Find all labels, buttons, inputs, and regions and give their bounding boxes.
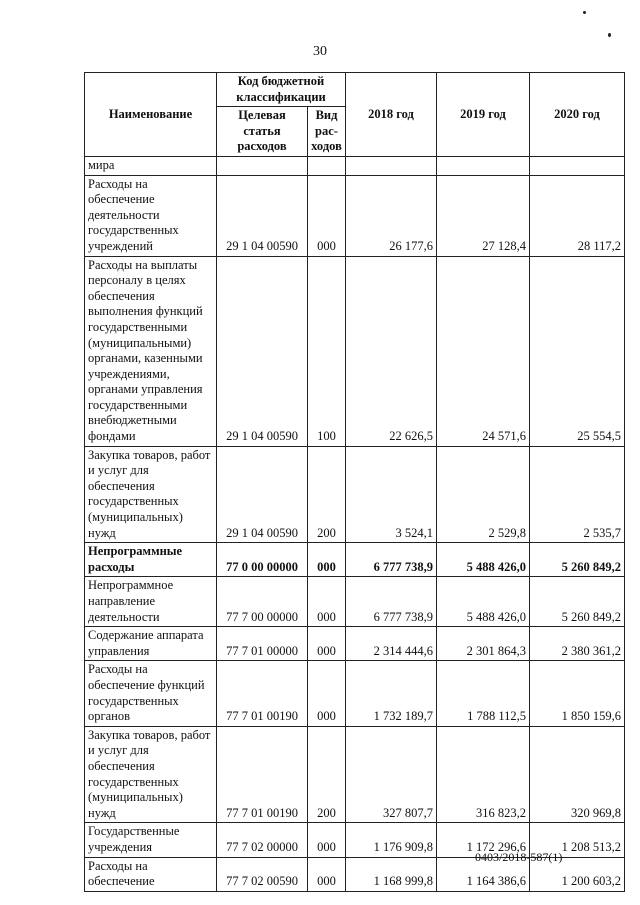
row-target-article: 77 7 02 00000 <box>217 823 308 857</box>
row-name: Содержание аппарата управления <box>85 627 217 661</box>
page-number: 30 <box>313 44 327 59</box>
row-value-2019: 316 823,2 <box>437 726 530 823</box>
row-expense-type: 000 <box>308 627 346 661</box>
row-expense-type: 200 <box>308 726 346 823</box>
row-name: Закупка товаров, работ и услуг для обеспечения государственных (муниципальных) нужд <box>85 446 217 543</box>
row-value-2018: 6 777 738,9 <box>346 543 437 577</box>
row-value-2018: 1 176 909,8 <box>346 823 437 857</box>
row-name: Расходы на обеспечение деятельности государственных учреждений <box>85 175 217 256</box>
row-expense-type: 000 <box>308 543 346 577</box>
row-name: Непрограммное направление деятельности <box>85 577 217 627</box>
row-value-2020: 1 208 513,2 <box>530 823 625 857</box>
header-name: Наименование <box>85 73 217 157</box>
row-value-2020: 320 969,8 <box>530 726 625 823</box>
row-expense-type: 000 <box>308 823 346 857</box>
row-name: Закупка товаров, работ и услуг для обеспечения государственных (муниципальных) нужд <box>85 726 217 823</box>
header-expense-type: Вид рас-ходов <box>308 107 346 157</box>
row-value-2019 <box>437 156 530 175</box>
table-row <box>85 256 625 446</box>
row-value-2020: 1 850 159,6 <box>530 661 625 726</box>
row-value-2019: 27 128,4 <box>437 175 530 256</box>
header-target-article: Целевая статья расходов <box>217 107 308 157</box>
row-target-article: 29 1 04 00590 <box>217 446 308 543</box>
row-value-2020: 5 260 849,2 <box>530 543 625 577</box>
table-row <box>85 175 625 256</box>
row-value-2020: 28 117,2 <box>530 175 625 256</box>
table-row <box>85 661 625 726</box>
row-value-2018 <box>346 156 437 175</box>
table-row <box>85 156 625 175</box>
row-value-2018: 327 807,7 <box>346 726 437 823</box>
row-value-2018: 6 777 738,9 <box>346 577 437 627</box>
row-value-2018: 22 626,5 <box>346 256 437 446</box>
table-row <box>85 577 625 627</box>
row-target-article <box>217 156 308 175</box>
row-target-article: 77 0 00 00000 <box>217 543 308 577</box>
row-expense-type <box>308 156 346 175</box>
row-value-2018: 26 177,6 <box>346 175 437 256</box>
row-value-2018: 1 168 999,8 <box>346 857 437 891</box>
row-value-2020: 25 554,5 <box>530 256 625 446</box>
row-name: Государственные учреждения <box>85 823 217 857</box>
row-value-2019: 5 488 426,0 <box>437 543 530 577</box>
row-name: Расходы на выплаты персоналу в целях обеспечения выполнения функций государственными (муниципальными) органами, казенными учреждениями, органами управления государственными внебюджетными фондами <box>85 256 217 446</box>
row-value-2020: 2 380 361,2 <box>530 627 625 661</box>
row-expense-type: 000 <box>308 577 346 627</box>
header-year-2019: 2019 год <box>437 73 530 157</box>
row-value-2018: 1 732 189,7 <box>346 661 437 726</box>
row-value-2019: 2 529,8 <box>437 446 530 543</box>
row-value-2018: 3 524,1 <box>346 446 437 543</box>
row-target-article: 77 7 00 00000 <box>217 577 308 627</box>
row-expense-type: 200 <box>308 446 346 543</box>
row-expense-type: 000 <box>308 175 346 256</box>
document-code: 0403/2018-587(1) <box>475 850 563 864</box>
row-expense-type: 000 <box>308 857 346 891</box>
table-row <box>85 543 625 577</box>
row-target-article: 29 1 04 00590 <box>217 256 308 446</box>
table-body <box>85 156 625 891</box>
budget-table <box>84 72 625 892</box>
header-year-2020: 2020 год <box>530 73 625 157</box>
row-name: Непрограммные расходы <box>85 543 217 577</box>
row-value-2020 <box>530 156 625 175</box>
table-row <box>85 446 625 543</box>
row-value-2020: 2 535,7 <box>530 446 625 543</box>
row-target-article: 29 1 04 00590 <box>217 175 308 256</box>
row-target-article: 77 7 02 00590 <box>217 857 308 891</box>
row-value-2019: 1 788 112,5 <box>437 661 530 726</box>
row-value-2020: 1 200 603,2 <box>530 857 625 891</box>
row-value-2018: 2 314 444,6 <box>346 627 437 661</box>
row-expense-type: 000 <box>308 661 346 726</box>
header-budget-code: Код бюджетной классификации <box>217 73 346 107</box>
row-name: Расходы на обеспечение <box>85 857 217 891</box>
row-value-2019: 2 301 864,3 <box>437 627 530 661</box>
row-value-2019: 1 172 296,6 <box>437 823 530 857</box>
row-value-2020: 5 260 849,2 <box>530 577 625 627</box>
table-row <box>85 627 625 661</box>
row-expense-type: 100 <box>308 256 346 446</box>
row-target-article: 77 7 01 00000 <box>217 627 308 661</box>
scan-speck <box>608 33 611 37</box>
row-name: Расходы на обеспечение функций государственных органов <box>85 661 217 726</box>
header-year-2018: 2018 год <box>346 73 437 157</box>
row-target-article: 77 7 01 00190 <box>217 661 308 726</box>
row-value-2019: 24 571,6 <box>437 256 530 446</box>
scan-speck <box>583 11 586 14</box>
table-row <box>85 726 625 823</box>
row-name: мира <box>85 156 217 175</box>
row-value-2019: 1 164 386,6 <box>437 857 530 891</box>
row-value-2019: 5 488 426,0 <box>437 577 530 627</box>
row-target-article: 77 7 01 00190 <box>217 726 308 823</box>
